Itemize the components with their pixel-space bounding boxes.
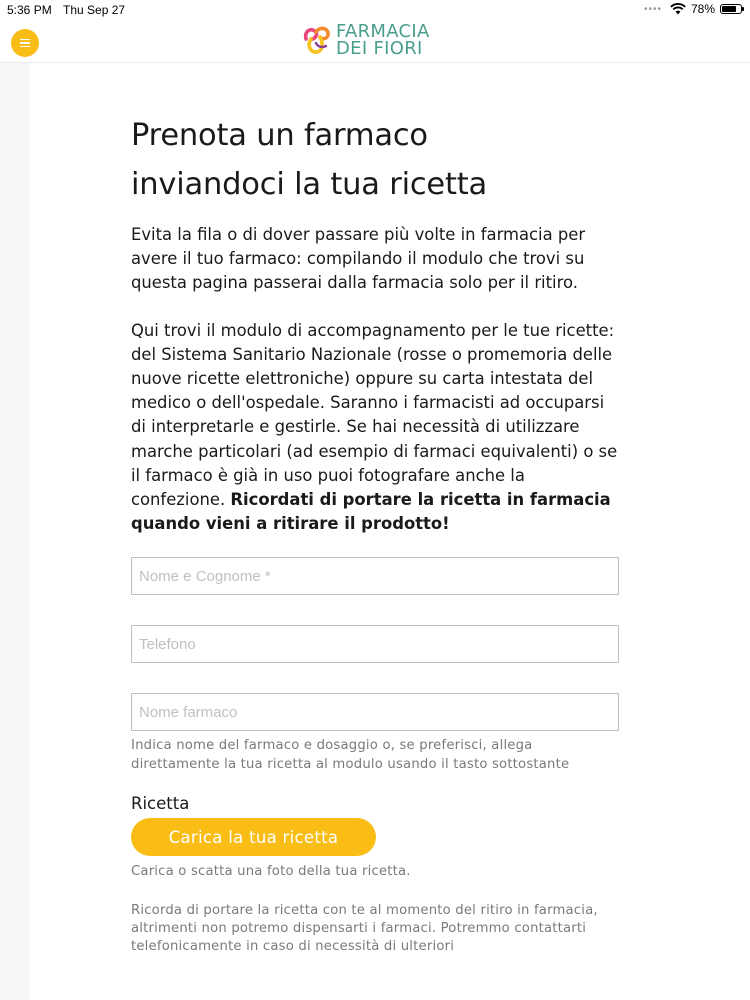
site-logo[interactable]	[302, 23, 430, 57]
page-title	[131, 111, 621, 209]
status-date: Thu Sep 27	[63, 3, 126, 17]
logo-line-1: FARMACIA	[336, 21, 430, 42]
multitasking-dots-icon: ••••	[643, 3, 662, 15]
intro-paragraph: Evita la fila o di dover passare più volte in farmacia per avere il tuo farmaco: compilando il modulo che trovi su questa pagina passerai dalla farmacia solo per il ritiro.	[131, 225, 586, 293]
battery-icon	[720, 4, 742, 14]
drug-name-input[interactable]	[131, 693, 619, 731]
phone-input[interactable]	[131, 625, 619, 663]
name-input[interactable]	[131, 557, 619, 595]
status-bar	[0, 0, 750, 20]
status-time: 5:36 PM	[7, 3, 52, 17]
site-header	[0, 20, 750, 63]
page-title-line-2: inviandoci la tua ricetta	[131, 167, 487, 202]
battery-fill	[722, 6, 736, 12]
wifi-icon	[670, 3, 686, 15]
page-title-line-1: Prenota un farmaco	[131, 118, 428, 153]
content-column	[131, 111, 621, 956]
hamburger-icon-line	[20, 42, 30, 44]
reminder-text: Ricorda di portare la ricetta con te al momento del ritiro in farmacia, altrimenti non potremo dispensarti i farmaci. Potremmo contattarti telefonicamente in caso di necessità di ulteriori	[131, 902, 598, 954]
details-paragraph	[131, 319, 621, 537]
recipe-label: Ricetta	[131, 794, 190, 814]
upload-recipe-button[interactable]: Carica la tua ricetta	[131, 818, 376, 856]
reminder-bold-text: Ricordati di portare la ricetta in farmacia quando vieni a ritirare il prodotto!	[131, 490, 611, 534]
upload-help-text: Carica o scatta una foto della tua ricetta.	[131, 864, 411, 880]
hamburger-icon-line	[20, 46, 30, 48]
details-paragraph-text: Qui trovi il modulo di accompagnamento per le tue ricette: del Sistema Sanitario Nazionale (rosse o promemoria delle nuove ricette elettroniche) oppure su carta intestata del medico o dell'ospedale. Saranno i farmacisti ad occuparsi di interpretarle e gestirle. Se hai necessità di utilizzare marche particolari (ad esempio di farmaci equivalenti) o se il farmaco è già in uso puoi fotografare anche la confezione.	[131, 320, 618, 510]
logo-line-2: DEI FIORI	[336, 38, 423, 59]
logo-text	[336, 23, 430, 57]
flower-logo-icon	[302, 23, 332, 57]
prescription-form	[131, 557, 621, 956]
drug-help-text: Indica nome del farmaco e dosaggio o, se preferisci, allega direttamente la tua ricetta al modulo usando il tasto sottostante	[131, 738, 570, 772]
hamburger-icon	[20, 39, 30, 41]
battery-percentage: 78%	[690, 2, 715, 16]
menu-button[interactable]	[11, 29, 39, 57]
status-indicators	[644, 2, 742, 16]
main-content	[30, 63, 750, 1000]
